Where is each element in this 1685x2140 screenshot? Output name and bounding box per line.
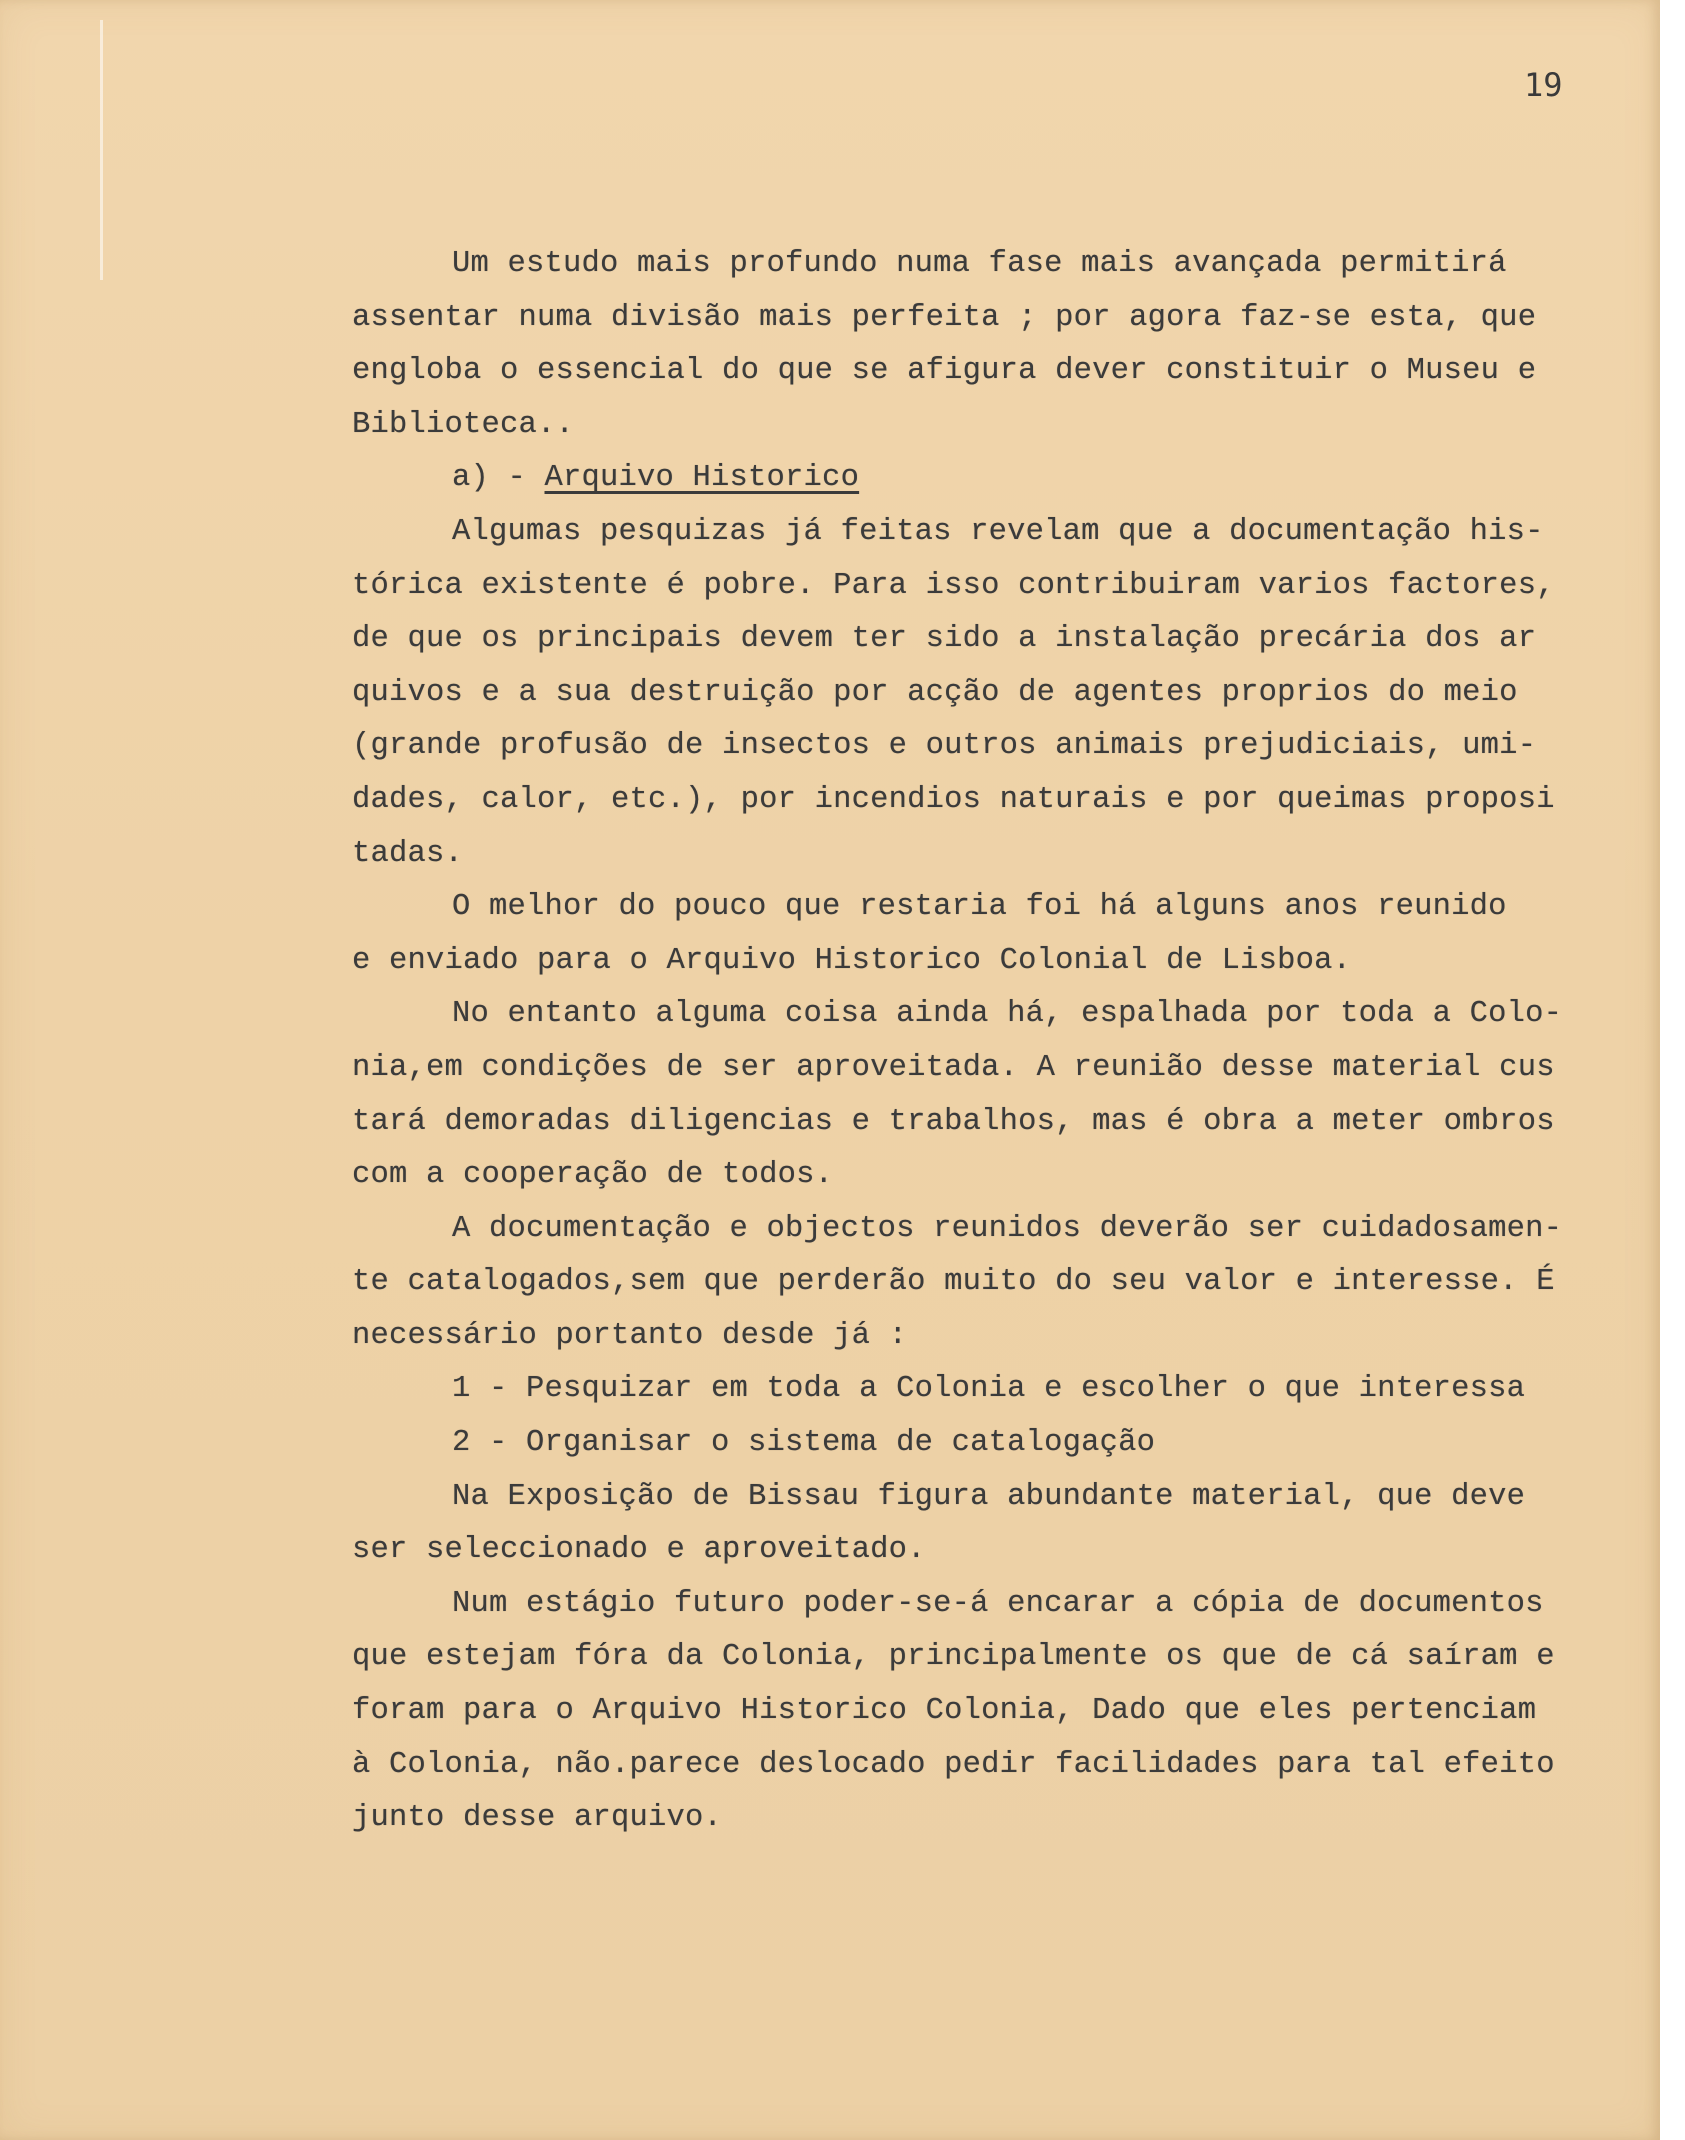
text-line: A documentação e objectos reunidos deverão ser cuidadosamen- (452, 1211, 1563, 1246)
text-line: Na Exposição de Bissau figura abundante material, que deve (452, 1479, 1526, 1514)
body-text (352, 238, 1632, 1846)
text-line: que estejam fóra da Colonia, principalmente os que de cá saíram e (352, 1640, 1555, 1675)
section-heading: Arquivo Historico (544, 461, 860, 496)
text-line: de que os principais devem ter sido a instalação precária dos ar (352, 622, 1537, 657)
list-item: 1 - Pesquizar em toda a Colonia e escolher o que interessa (452, 1372, 1526, 1407)
text-line: dades, calor, etc.), por incendios naturais e por queimas proposi (352, 782, 1555, 817)
text-line: foram para o Arquivo Historico Colonia, Dado que eles pertenciam (352, 1694, 1537, 1729)
list-item: 2 - Organisar o sistema de catalogação (452, 1426, 1156, 1461)
text-line: junto desse arquivo. (352, 1801, 723, 1836)
text-line: assentar numa divisão mais perfeita ; por agora faz-se esta, que (352, 300, 1537, 335)
text-line: tadas. (352, 836, 464, 871)
text-line: No entanto alguma coisa ainda há, espalhada por toda a Colo- (452, 997, 1563, 1032)
text-line: Um estudo mais profundo numa fase mais avançada permitirá (452, 247, 1507, 281)
text-line: à Colonia, não.parece deslocado pedir facilidades para tal efeito (352, 1747, 1555, 1782)
text-line: tórica existente é pobre. Para isso contribuiram varios factores, (352, 568, 1555, 603)
text-line: te catalogados,sem que perderão muito do seu valor e interesse. É (352, 1265, 1555, 1300)
section-heading-line (352, 452, 1632, 506)
text-line: tará demoradas diligencias e trabalhos, mas é obra a meter ombros (352, 1104, 1555, 1139)
text-line: ser seleccionado e aproveitado. (352, 1533, 926, 1568)
text-line: Num estágio futuro poder-se-á encarar a cópia de documentos (452, 1586, 1544, 1621)
text-line: O melhor do pouco que restaria foi há alguns anos reunido (452, 890, 1507, 925)
page-edge-mark (100, 20, 103, 280)
text-line: nia,em condições de ser aproveitada. A reunião desse material cus (352, 1050, 1555, 1085)
text-line: (grande profusão de insectos e outros animais prejudiciais, umi- (352, 729, 1537, 764)
text-line: Algumas pesquizas já feitas revelam que a documentação his- (452, 514, 1544, 549)
page-number: 19 (1524, 66, 1563, 104)
text-line: Biblioteca.. (352, 407, 575, 442)
text-line: necessário portanto desde já : (352, 1318, 908, 1353)
text-line: engloba o essencial do que se afigura dever constituir o Museu e (352, 354, 1537, 389)
text-line: quivos e a sua destruição por acção de agentes proprios do meio (352, 675, 1518, 710)
text-line: e enviado para o Arquivo Historico Colonial de Lisboa. (352, 943, 1352, 978)
text-line: com a cooperação de todos. (352, 1158, 834, 1193)
section-heading-prefix: a) - (452, 461, 545, 496)
